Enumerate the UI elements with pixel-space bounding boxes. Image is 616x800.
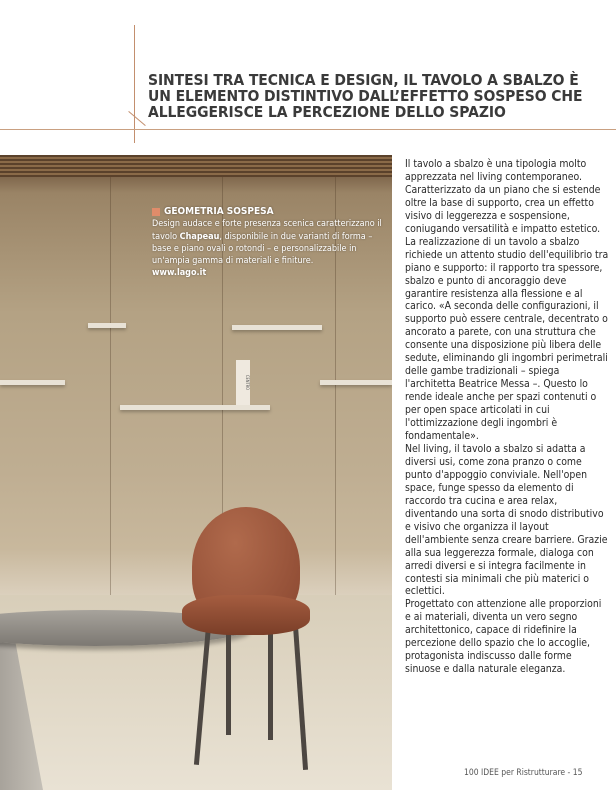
decorative-vertical-rule — [134, 25, 135, 143]
headline-line: SINTESI TRA TECNICA E DESIGN, IL TAVOLO A SBALZO È — [148, 71, 579, 89]
article-body — [405, 158, 610, 676]
wall-shelf — [120, 405, 270, 410]
caption-text: , disponibile in due varianti di forma – base e piano ovali o rotondi – e personalizzabile in un'ampia gamma di materiali e finiture. — [152, 231, 373, 267]
slatted-ceiling — [0, 155, 392, 177]
caption-square-icon — [152, 208, 160, 216]
caption-brand: Chapeau — [179, 231, 220, 242]
caption-title: GEOMETRIA SOSPESA — [164, 206, 274, 217]
chair-seat — [182, 595, 310, 635]
paragraph: Il tavolo a sbalzo è una tipologia molto apprezzata nel living contemporaneo. Caratterizzato da un piano che si estende oltre la base di supporto, crea un effetto visivo di leggerezza e sospensione, coniugando versatilità e impatto estetico. — [405, 158, 601, 235]
wall-shelf — [232, 325, 322, 330]
paragraph: Nel living, il tavolo a sbalzo si adatta a diversi usi, come zona pranzo o come punto d'appoggio conviviale. Nell'open space, funge spesso da elemento di raccordo tra cucina e area relax, diventando una sorta di snodo distributivo e visivo che organizza il layout dell'ambiente senza creare barriere. Grazie alla sua leggerezza formale, dialoga con arredi diversi e si integra facilmente in contesti sia minimali che più materici o eclettici. — [405, 442, 608, 598]
wall-shelf — [88, 323, 126, 328]
decorative-horizontal-rule — [0, 129, 616, 130]
chair-leg — [268, 630, 273, 740]
caption-body — [152, 218, 392, 267]
headline-line: ALLEGGERISCE LA PERCEZIONE DELLO SPAZIO — [148, 103, 506, 121]
book: CENTRO — [236, 360, 250, 405]
caption-url[interactable]: www.lago.it — [152, 268, 207, 279]
chair-leg — [226, 630, 231, 735]
headline-line: UN ELEMENTO DISTINTIVO DALL’EFFETTO SOSPESO CHE — [148, 87, 583, 105]
page-footer: 100 IDEE per Ristrutturare - 15 — [464, 768, 583, 778]
wall-shelf — [320, 380, 392, 385]
decorative-cross-mark — [128, 111, 145, 126]
paragraph: Progettato con attenzione alle proporzioni e ai materiali, diventa un vero segno architettonico, capace di ridefinire la percezione dello spazio che lo accoglie, protagonista indiscusso dalle forme sinuose e dalla naturale eleganza. — [405, 598, 602, 676]
caption-text: Design audace e forte presenza scenica caratterizzano il tavolo — [152, 219, 382, 242]
wall-panel-joint — [110, 177, 111, 597]
headline — [148, 72, 616, 120]
paragraph: La realizzazione di un tavolo a sbalzo richiede un attento studio dell'equilibrio tra piano e supporto: il rapporto tra spessore, sbalzo e punto di ancoraggio deve garantire resistenza alla flessione e al carico. «A seconda delle configurazioni, il supporto può essere centrale, decentrato o ancorato a parete, con una struttura che consente una disposizione più libera delle sedute, eliminando gli ingombri perimetrali delle gambe tradizionali – spiega l'architetta Beatrice Messa –. Questo lo rende ideale anche per spazi contenuti o per open space articolati in cui l'ottimizzazione degli ingombri è fondamentale». — [405, 235, 609, 443]
wall-shelf — [0, 380, 65, 385]
photo-caption — [152, 206, 392, 280]
